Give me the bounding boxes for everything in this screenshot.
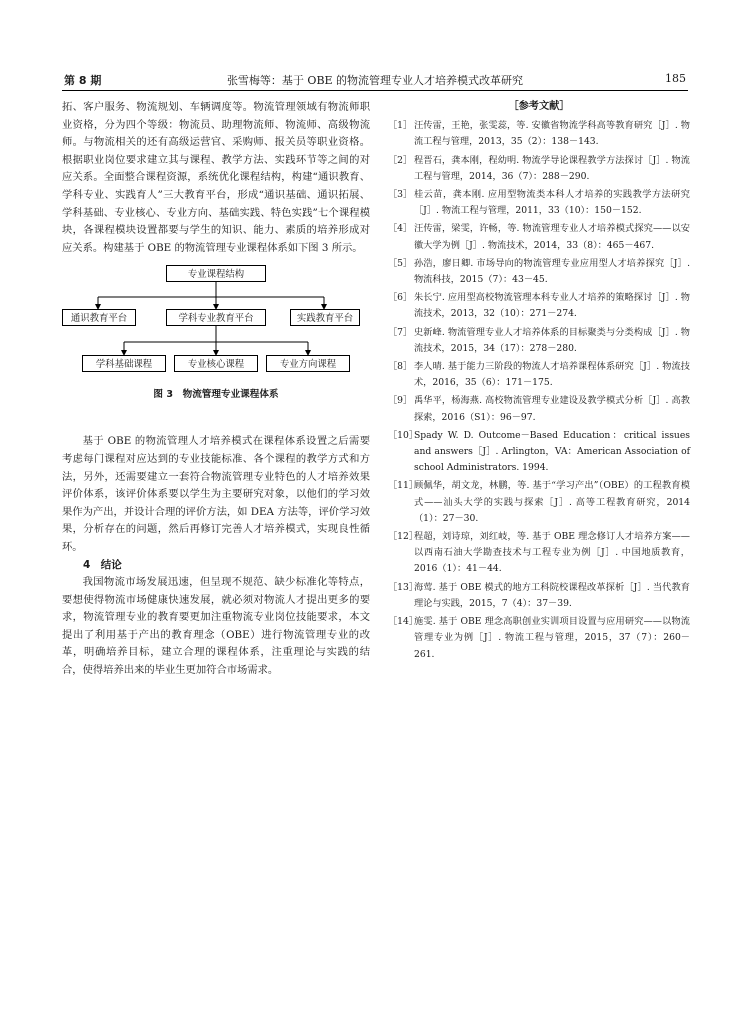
reference-number: ［1］ [388, 120, 413, 132]
reference-item [388, 359, 690, 391]
reference-text: 顾佩华，胡文龙，林鹏，等. 基于“学习产出”（OBE）的工程教育模式——汕头大学的实践与探索［J］. 高等工程教育研究，2014（1）：27－30. [414, 480, 690, 524]
reference-number: ［12］ [388, 531, 419, 543]
reference-item [388, 325, 690, 357]
reference-text: 程超，刘诗琼，刘红岐，等. 基于 OBE 理念修订人才培养方案——以西南石油大学勘查技术与工程专业为例［J］. 中国地质教育，2016（1）：41－44. [414, 531, 690, 575]
reference-number: ［5］ [388, 257, 413, 269]
reference-number: ［14］ [388, 616, 419, 628]
reference-number: ［2］ [388, 154, 413, 166]
node-basic-courses: 学科基础课程 [82, 355, 166, 372]
reference-text: 桂云苗，龚本刚. 应用型物流类本科人才培养的实践教学方法研究［J］. 物流工程与管理，2011，33（10）：150－152. [414, 189, 690, 217]
reference-text: 朱长宁. 应用型高校物流管理本科专业人才培养的策略探讨［J］. 物流技术，2013，32（10）：271－274. [414, 292, 690, 320]
reference-number: ［8］ [388, 361, 413, 373]
page-header [62, 68, 688, 91]
reference-text: 海莺. 基于 OBE 模式的地方工科院校课程改革探析［J］. 当代教育理论与实践，2015，7（4）：37－39. [414, 581, 690, 609]
node-direction-courses: 专业方向课程 [266, 355, 350, 372]
reference-number: ［4］ [388, 223, 413, 235]
node-general-education-platform: 通识教育平台 [62, 309, 136, 326]
body-paragraph-3: 我国物流市场发展迅速，但呈现不规范、缺少标准化等特点，要想使得物流市场健康快速发展，就必须对物流人才提出更多的要求，物流管理专业的教育要更加注重物流专业岗位技能要求，本文提出了利用基于产出的教育理念（OBE）进行物流管理专业的改革，明确培养目标，建立合理的课程体系，注重理论与实践的结合，使得培养出来的毕业生更加符合市场需求。 [62, 576, 370, 677]
reference-number: ［13］ [388, 581, 419, 593]
reference-item [388, 393, 690, 425]
reference-text: 程晋石，龚本刚，程幼明. 物流学导论课程教学方法探讨［J］. 物流工程与管理，2014，36（7）：288－290. [414, 154, 690, 182]
reference-item [388, 290, 690, 322]
references-column [388, 99, 690, 665]
section-heading-conclusion: 4 结论 [83, 558, 122, 571]
reference-number: ［7］ [388, 326, 413, 338]
reference-text: 汪传雷，梁雯，许畅，等. 物流管理专业人才培养模式探究——以安徽大学为例［J］. 物流技术，2014，33（8）：465－467. [414, 223, 690, 251]
reference-text: 施雯. 基于 OBE 理念高职创业实训项目设置与应用研究——以物流管理专业为例［J］. 物流工程与管理，2015，37（7）：260－261. [414, 616, 690, 660]
references-title: ［参考文献］ [508, 101, 570, 112]
reference-number: ［9］ [388, 395, 413, 407]
reference-number: ［11］ [388, 480, 419, 492]
course-structure-diagram [62, 263, 370, 433]
reference-item [388, 529, 690, 578]
reference-text: 史新峰. 物流管理专业人才培养体系的目标聚类与分类构成［J］. 物流技术，2015，34（17）：278－280. [414, 326, 690, 354]
issue-label: 第 8 期 [64, 74, 102, 87]
body-paragraph-2: 基于 OBE 的物流管理人才培养模式在课程体系设置之后需要考虑每门课程对应达到的专业技能标准、各个课程的教学方式和方法，另外，还需要建立一套符合物流管理专业特色的人才培养效果评价体系，该评价体系要以学生为主要研究对象，以他们的学习效果作为产出，并设计合理的评价方法，如 DEA 方法等，评价学习效果，分析存在的问题，然后再修订完善人才培养模式，实现良性循环。 [62, 435, 370, 553]
running-title: 张雪梅等：基于 OBE 的物流管理专业人才培养模式改革研究 [226, 74, 524, 87]
reference-text: 汪传雷，王艳，张雯蕊，等. 安徽省物流学科高等教育研究［J］. 物流工程与管理，2013，35（2）：138－143. [414, 120, 690, 148]
figure-caption: 图 3 物流管理专业课程体系 [153, 389, 279, 401]
reference-item [388, 614, 690, 663]
reference-item [388, 118, 690, 150]
reference-item [388, 256, 690, 288]
reference-number: ［6］ [388, 292, 413, 304]
node-course-structure: 专业课程结构 [166, 265, 266, 282]
node-discipline-platform: 学科专业教育平台 [166, 309, 266, 326]
reference-item [388, 187, 690, 219]
reference-text: Spady W. D. Outcome－Based Education：critical issues and answers［J］. Arlington，VA：American Association of school Administrators. 1994. [414, 429, 690, 474]
reference-text: 李人晴. 基于能力三阶段的物流人才培养课程体系研究［J］. 物流技术，2016，35（6）：171－175. [414, 361, 690, 389]
reference-item [388, 153, 690, 185]
reference-text: 禹华平，杨海燕. 高校物流管理专业建设及教学模式分析［J］. 高教探索，2016（S1）：96－97. [414, 395, 690, 423]
reference-item [388, 428, 690, 477]
reference-item [388, 580, 690, 612]
page-number: 185 [665, 72, 686, 85]
reference-text: 孙浩，廖日卿. 市场导向的物流管理专业应用型人才培养探究［J］. 物流科技，2015（7）：43－45. [414, 257, 690, 286]
diagram-connectors [62, 263, 370, 433]
reference-item [388, 221, 690, 253]
node-practice-platform: 实践教育平台 [290, 309, 360, 326]
left-column [62, 99, 370, 680]
reference-number: ［3］ [388, 189, 413, 201]
body-paragraph-1: 拓、客户服务、物流规划、车辆调度等。物流管理领域有物流师职业资格，分为四个等级：物流员、助理物流师、物流师、高级物流师。与物流相关的还有高级运营官、采购师、报关员等职业资格。根据职业岗位要求建立其与课程、教学方法、实践环节等之间的对应关系。全面整合课程资源，系统优化课程结构，构建“通识教育、学科专业、实践育人”三大教育平台，形成“通识基础、通识拓展、学科基础、专业核心、专业方向、基础实践、特色实践”七个课程模块，各课程模块设置都要与学生的知识、能力、素质的培养形成对应关系。构建基于 OBE 的物流管理专业课程体系如下图 3 所示。 [62, 101, 370, 254]
node-core-courses: 专业核心课程 [174, 355, 258, 372]
reference-number: ［10］ [388, 429, 419, 441]
reference-item [388, 478, 690, 527]
